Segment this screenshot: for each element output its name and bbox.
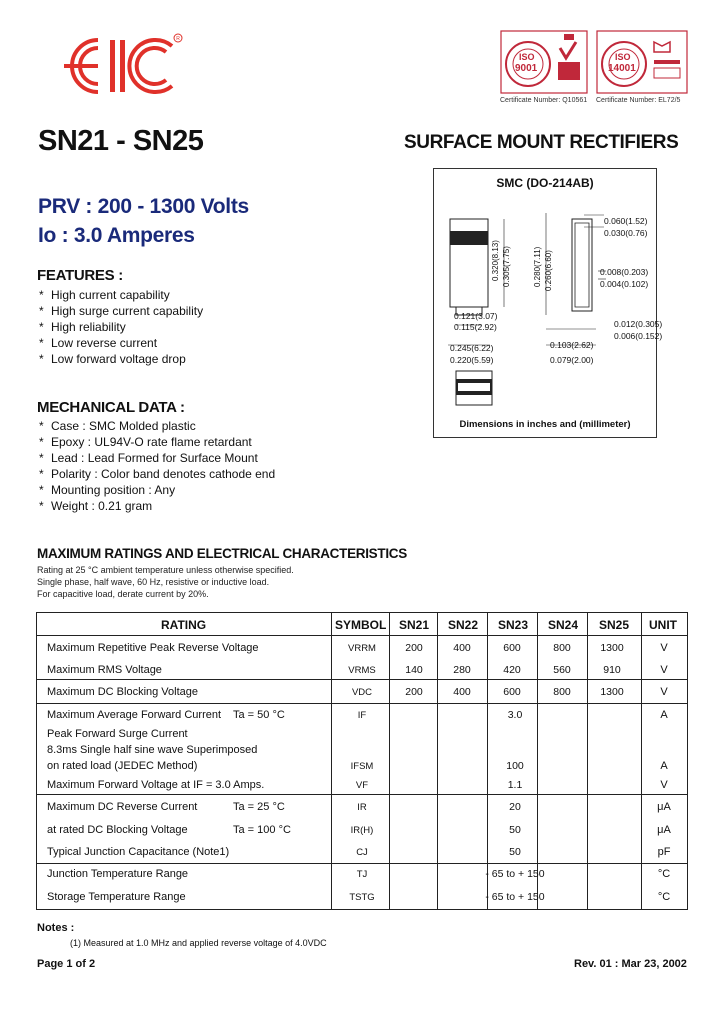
rating-unit: °C (657, 891, 671, 903)
rating-value: 50 (509, 846, 521, 858)
dim-label: 0.121(3.07) (454, 311, 498, 321)
rating-value: 400 (453, 686, 471, 698)
dim-label: 0.008(0.203) (600, 267, 649, 277)
rating-unit: μA (657, 801, 671, 813)
rating-value: 1300 (600, 642, 624, 654)
rating-symbol: IR(H) (350, 825, 374, 836)
dim-label: 0.103(2.62) (550, 340, 594, 350)
rating-unit: A (660, 709, 668, 721)
rating-condition: Ta = 25 °C (233, 801, 285, 813)
rating-unit: °C (657, 868, 671, 880)
rating-value: 200 (405, 642, 423, 654)
part-number-title: SN21 - SN25 (38, 125, 204, 157)
rating-condition: Ta = 100 °C (233, 824, 291, 836)
package-title: SMC (DO-214AB) (496, 176, 594, 190)
mechanical-list (37, 418, 275, 514)
dim-label: 0.115(2.92) (454, 322, 497, 332)
rating-value: 3.0 (507, 709, 523, 721)
dim-label: 0.305(7.75) (502, 246, 511, 287)
revision-date: Rev. 01 : Mar 23, 2002 (574, 958, 687, 970)
list-item: * Mounting position : Any (37, 482, 275, 498)
package-diagram (433, 168, 663, 438)
condition-line: Rating at 25 °C ambient temperature unless otherwise specified. (37, 565, 294, 575)
rating-unit: V (660, 664, 668, 676)
prv-spec: PRV : 200 - 1300 Volts (38, 195, 249, 218)
rating-unit: V (660, 642, 668, 654)
dim-label: 0.030(0.76) (604, 228, 648, 238)
col-header-sn23: SN23 (498, 618, 529, 632)
list-item: * Polarity : Color band denotes cathode end (37, 466, 275, 482)
col-header-sn24: SN24 (548, 618, 579, 632)
rating-symbol: VDC (351, 687, 373, 698)
rating-symbol: IR (357, 802, 367, 813)
rating-value: 1.1 (507, 779, 523, 791)
col-header-rating: RATING (161, 618, 207, 632)
dim-label: 0.079(2.00) (550, 355, 594, 365)
condition-line: For capacitive load, derate current by 20%. (37, 589, 209, 599)
rating-label: at rated DC Blocking Voltage (47, 824, 188, 836)
cert2-iso-label: ISO (615, 52, 631, 62)
list-item: * Case : SMC Molded plastic (37, 418, 275, 434)
rating-unit: A (660, 760, 668, 772)
dim-label: 0.260(6.60) (544, 250, 553, 291)
rating-value: 200 (405, 686, 423, 698)
rating-value: 800 (553, 642, 571, 654)
rating-label: Maximum Forward Voltage at IF = 3.0 Amps. (47, 779, 265, 791)
dim-label: 0.004(0.102) (600, 279, 649, 289)
eic-logo (60, 30, 185, 100)
iso14001-certificate-badge (596, 30, 688, 94)
cert1-iso-code: 9001 (515, 63, 538, 74)
iso9001-certificate-badge (500, 30, 588, 94)
col-header-sn25: SN25 (599, 618, 630, 632)
rating-symbol: VF (355, 780, 369, 791)
rating-value: 560 (553, 664, 571, 676)
cert1-number: Certificate Number: Q10561 (500, 97, 588, 104)
rating-label: Storage Temperature Range (47, 891, 186, 903)
rating-symbol: VRMS (348, 665, 376, 676)
cert2-number: Certificate Number: EL72/5 (596, 97, 681, 104)
rating-label: Junction Temperature Range (47, 868, 189, 880)
dim-label: 0.220(5.59) (450, 355, 494, 365)
product-category-title: SURFACE MOUNT RECTIFIERS (404, 132, 679, 153)
rating-value: 910 (603, 664, 621, 676)
rating-value: 100 (506, 760, 524, 772)
rating-unit: μA (657, 824, 671, 836)
list-item: * High current capability (37, 287, 203, 303)
dim-label: 0.006(0.152) (614, 331, 663, 341)
list-item: * High surge current capability (37, 303, 203, 319)
rating-symbol: IFSM (350, 761, 374, 772)
features-list (37, 287, 203, 367)
dim-label: 0.060(1.52) (604, 216, 648, 226)
mechanical-heading: MECHANICAL DATA : (37, 399, 185, 416)
rating-label: Peak Forward Surge Current (47, 728, 188, 740)
note-item: (1) Measured at 1.0 MHz and applied reverse voltage of 4.0VDC (70, 938, 327, 948)
list-item: * Low reverse current (37, 335, 203, 351)
rating-label: Maximum DC Blocking Voltage (47, 686, 199, 698)
rating-symbol: TJ (356, 869, 368, 880)
rating-value: 140 (405, 664, 423, 676)
rating-value: 600 (503, 642, 521, 654)
rating-value: 280 (453, 664, 471, 676)
package-dimension-note: Dimensions in inches and (millimeter) (459, 419, 631, 430)
rating-label: 8.3ms Single half sine wave Superimposed (47, 744, 258, 756)
features-heading: FEATURES : (37, 267, 123, 284)
rating-label: Maximum Repetitive Peak Reverse Voltage (47, 642, 259, 654)
notes-heading: Notes : (37, 922, 75, 934)
dim-label: 0.280(7.11) (533, 246, 542, 287)
rating-unit: pF (657, 846, 671, 858)
rating-label: Maximum RMS Voltage (47, 664, 162, 676)
rating-symbol: VRRM (348, 643, 376, 654)
rating-value: 800 (553, 686, 571, 698)
page-number: Page 1 of 2 (37, 958, 96, 970)
ratings-heading: MAXIMUM RATINGS AND ELECTRICAL CHARACTERISTICS (37, 546, 407, 561)
list-item: * Low forward voltage drop (37, 351, 203, 367)
rating-unit: V (660, 779, 668, 791)
list-item: * Epoxy : UL94V-O rate flame retardant (37, 434, 275, 450)
cert1-iso-label: ISO (519, 52, 535, 62)
rating-value: 600 (503, 686, 521, 698)
rating-label: on rated load (JEDEC Method) (47, 760, 198, 772)
package-outline-drawing (434, 169, 656, 437)
col-header-unit: UNIT (649, 618, 677, 632)
rating-symbol: CJ (356, 847, 368, 858)
ratings-table (36, 612, 688, 910)
rating-label: Maximum DC Reverse Current (47, 801, 198, 813)
rating-condition: Ta = 50 °C (233, 709, 285, 721)
dim-label: 0.245(6.22) (450, 343, 494, 353)
svg-text:R: R (176, 36, 180, 42)
rating-unit: V (660, 686, 668, 698)
rating-value: - 65 to + 150 (485, 891, 545, 903)
rating-symbol: TSTG (349, 892, 375, 903)
rating-label: Typical Junction Capacitance (Note1) (47, 846, 230, 858)
col-header-sn21: SN21 (399, 618, 430, 632)
col-header-symbol: SYMBOL (335, 618, 387, 632)
condition-line: Single phase, half wave, 60 Hz, resistive or inductive load. (37, 577, 270, 587)
dim-label: 0.320(8.13) (491, 240, 500, 281)
list-item: * Lead : Lead Formed for Surface Mount (37, 450, 275, 466)
rating-value: 400 (453, 642, 471, 654)
cert2-iso-code: 14001 (608, 63, 636, 74)
list-item: * Weight : 0.21 gram (37, 498, 275, 514)
list-item: * High reliability (37, 319, 203, 335)
rating-value: 420 (503, 664, 521, 676)
rating-value: 20 (509, 801, 521, 813)
rating-value: 50 (509, 824, 521, 836)
dim-label: 0.012(0.305) (614, 319, 663, 329)
io-spec: Io : 3.0 Amperes (38, 224, 195, 247)
rating-symbol: IF (357, 710, 367, 721)
rating-label: Maximum Average Forward Current (47, 709, 222, 721)
col-header-sn22: SN22 (448, 618, 479, 632)
rating-value: - 65 to + 150 (485, 868, 545, 880)
rating-value: 1300 (600, 686, 624, 698)
